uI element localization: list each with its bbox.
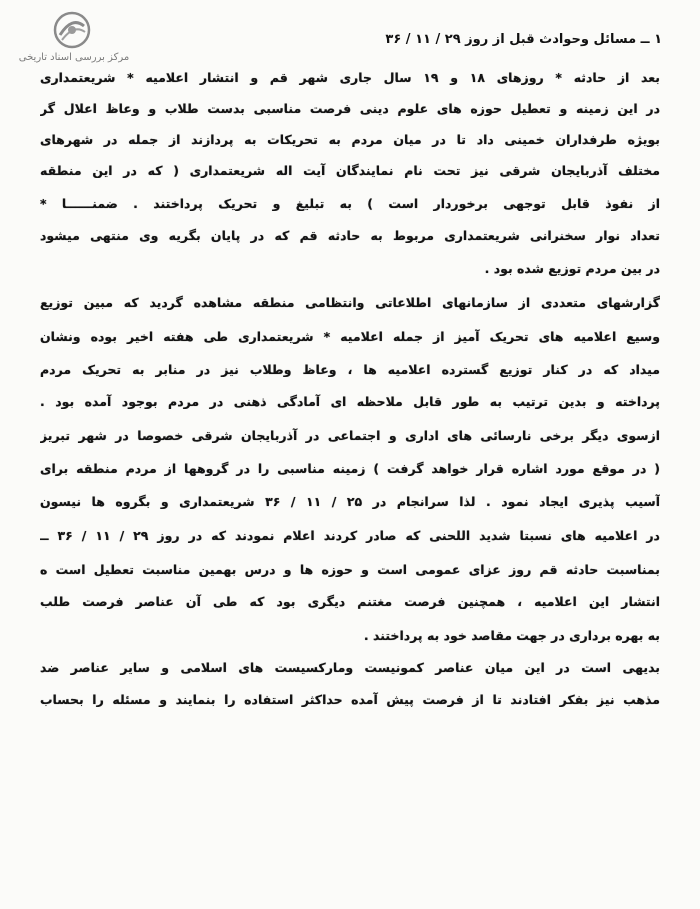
document-line: وسیع اعلامیه های تحریک آمیز از جمله اعلامیه * شریعتمداری طی هفته اخیر بوده ونشان bbox=[40, 329, 660, 344]
document-line: به بهره برداری در جهت مقاصد خود به پرداختند . bbox=[363, 628, 660, 643]
archive-seal-icon bbox=[52, 10, 92, 50]
document-line: مختلف آذربایجان شرقی نیز تحت نام نمایندگان آیت اله شریعتمداری ( که در این منطقه bbox=[40, 163, 660, 178]
document-line: بویژه طرفداران خمینی داد تا در میان مردم به تحریکات به پردازند از جمله در شهرهای bbox=[40, 132, 660, 147]
document-line: گزارشهای متعددی از سازمانهای اطلاعاتی وانتظامی منطقه مشاهده گردید که مبین توزیع bbox=[40, 295, 660, 310]
document-line: در بین مردم توزیع شده بود . bbox=[484, 261, 660, 276]
document-heading: ۱ ــ مسائل وحوادث قبل از روز ۲۹ / ۱۱ / ۳۶ bbox=[385, 32, 662, 47]
watermark-logo bbox=[14, 10, 134, 70]
document-line: ازسوی دیگر برخی نارسائی های اداری و اجتماعی در آذربایجان شرقی خصوصا در شهر تبریز bbox=[40, 428, 660, 443]
document-line: آسیب پذیری ایجاد نمود . لذا سرانجام در ۲۵ / ۱۱ / ۳۶ شریعتمداری و بگروه ها نیسون bbox=[40, 494, 660, 509]
document-line: انتشار این اعلامیه ، همچنین فرصت مغتنم دیگری بود که طی آن عناصر فرصت طلب bbox=[40, 594, 660, 609]
document-line: بمناسبت حادثه قم روز عزای عمومی است و حوزه ها و درس بهمین مناسبت تعطیل است ه bbox=[40, 562, 660, 577]
watermark-text: مرکز بررسی اسناد تاریخی bbox=[18, 52, 130, 63]
document-line: بدیهی است در این میان عناصر کمونیست ومارکسیست های اسلامی و سایر عناصر ضد bbox=[40, 660, 660, 675]
document-line: تعداد نوار سخنرانی شریعتمداری مربوط به حادثه قم که در پایان بگریه وی منتهی میشود bbox=[40, 228, 660, 243]
document-line: از نفوذ قابل توجهی برخوردار است ) به تبلیغ و تحریک پرداختند . ضمنــــــا * bbox=[40, 196, 660, 211]
document-line: در اعلامیه های نسبتا شدید اللحنی که صادر کردند اعلام نمودند که در روز ۲۹ / ۱۱ / ۳۶ ــ bbox=[40, 528, 660, 543]
document-line: در این زمینه و تعطیل حوزه های علوم دینی فرصت مناسبی بدست طلاب و وعاظ اعلال گر bbox=[40, 101, 660, 116]
document-line: میداد که در کنار توزیع گسترده اعلامیه ها ، وعاظ وطلاب نیز در منابر به تحریک مردم bbox=[40, 362, 660, 377]
document-line: مذهب نیز بفکر افتادند تا از فرصت پیش آمده حداکثر استفاده را بنمایند و مسئله را بحساب bbox=[40, 692, 660, 707]
document-line: پرداخته و بدین ترتیب به طور قابل ملاحظه ای آمادگی ذهنی در مردم بوجود آمده بود . bbox=[40, 394, 660, 409]
document-line: ( در موقع مورد اشاره قرار خواهد گرفت ) زمینه مناسبی را در گروهها از مردم منطقه برای bbox=[40, 461, 660, 476]
document-line: بعد از حادثه * روزهای ۱۸ و ۱۹ سال جاری شهر قم و انتشار اعلامیه * شریعتمداری bbox=[40, 70, 660, 85]
